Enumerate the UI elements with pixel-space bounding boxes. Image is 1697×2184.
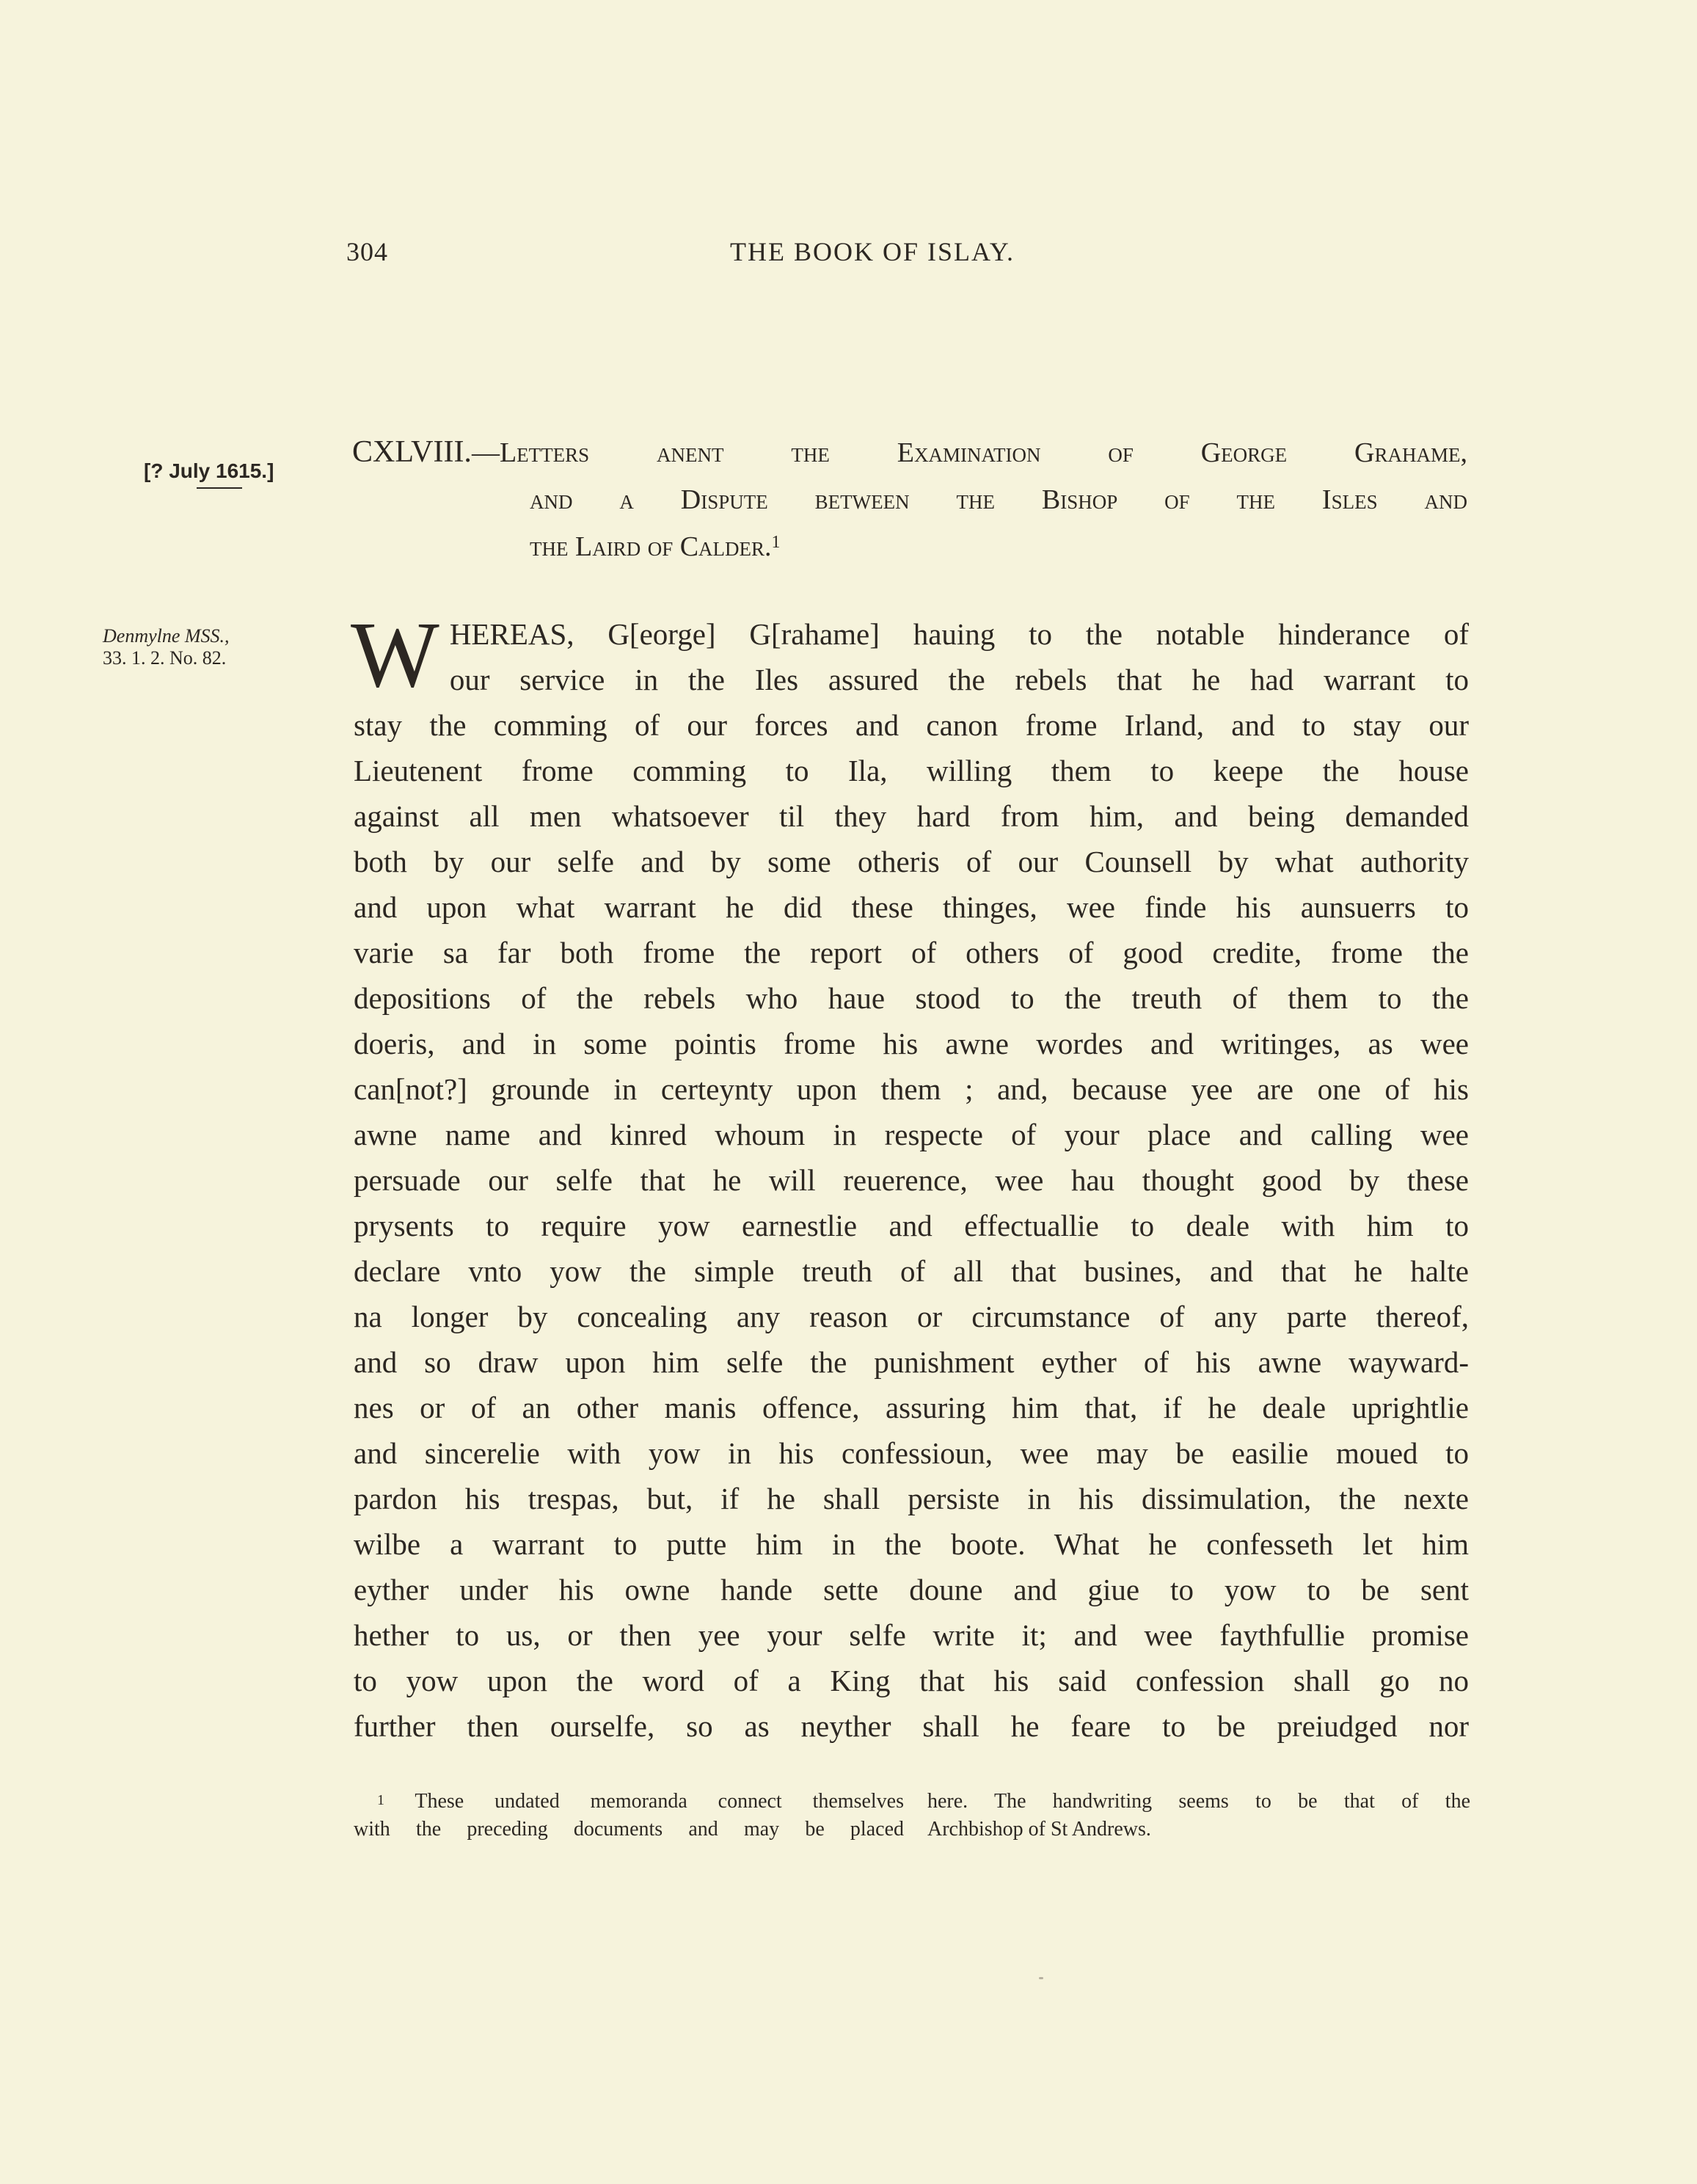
body-line-2: our service in the Iles assured the rebels that he had warrant to [449,663,1469,696]
body-line: na longer by concealing any reason or circumstance of any parte thereof, [354,1300,1469,1333]
body-line: nes or of an other manis offence, assuring him that, if he deale uprightlie [354,1391,1469,1424]
body-line: both by our selfe and by some otheris of our Counsell by what authority [354,845,1469,878]
margin-source-ms: Denmylne MSS., [103,625,230,647]
footnote-line [354,1788,904,1816]
letter-body [351,603,1469,1749]
heading-title-part-1: —Letters anent the Examination of George Grahame, [471,437,1467,468]
body-line: varie sa far both frome the report of others of good credite, frome the [354,936,1469,969]
heading-line-3 [352,523,1467,570]
body-line: and upon what warrant he did these thinges, wee finde his aunsuerrs to [354,890,1469,924]
footnote-marker: 1 [377,1792,384,1808]
footnote-line: here. The handwriting seems to be that of the [927,1790,1470,1813]
footnote-right-column [927,1788,1470,1843]
body-line: doeris, and in some pointis frome his awne wordes and writinges, as wee [354,1027,1469,1060]
margin-source-note [103,625,315,669]
body-line: hether to us, or then yee your selfe write it; and wee faythfullie promise [354,1618,1469,1652]
document-heading [352,429,1467,570]
heading-title-part-3: the Laird of Calder. [530,531,772,562]
body-line: Lieutenent frome comming to Ila, willing them to keepe the house [354,754,1469,787]
body-line: awne name and kinred whoum in respecte of your place and calling wee [354,1118,1469,1151]
body-line: against all men whatsoever til they hard from him, and being demanded [354,799,1469,833]
margin-date-note [144,459,313,489]
body-line: wilbe a warrant to putte him in the boote. What he confesseth let him [354,1527,1469,1561]
body-line: eyther under his owne hande sette doune and giue to yow to be sent [354,1573,1469,1606]
page-header [345,236,1467,273]
body-line-1: HEREAS, G[eorge] G[rahame] hauing to the notable hinderance of [449,617,1469,651]
margin-date: [? July 1615.] [144,459,274,482]
footnote-left-column [354,1788,904,1843]
page-number: 304 [346,237,388,266]
heading-line-2: and a Dispute between the Bishop of the Isles and [530,484,1467,515]
body-line: and sincerelie with yow in his confessioun, wee may be easilie moued to [354,1436,1469,1470]
body-line: and so draw upon him selfe the punishment eyther of his awne wayward- [354,1345,1469,1379]
footnote-line: with the preceding documents and may be placed [354,1818,904,1841]
body-line: to yow upon the word of a King that his said confession shall go no [354,1664,1469,1697]
margin-source-ref: 33. 1. 2. No. 82. [103,647,227,669]
body-line: can[not?] grounde in certeynty upon them ; and, because yee are one of his [354,1072,1469,1106]
margin-date-rule [197,487,242,489]
body-line: pardon his trespas, but, if he shall persiste in his dissimulation, the nexte [354,1482,1469,1515]
heading-footnote-marker: 1 [771,533,781,552]
running-title: THE BOOK OF ISLAY. [730,237,1015,266]
footnote-text: These undated memoranda connect themselves [415,1790,904,1813]
drop-capital: W [351,603,439,707]
body-line: declare vnto yow the simple treuth of all that busines, and that he halte [354,1254,1469,1288]
body-line: depositions of the rebels who haue stood to the treuth of them to the [354,981,1469,1015]
body-line: persuade our selfe that he will reuerence, wee hau thought good by these [354,1163,1469,1197]
heading-line-1 [352,429,1467,476]
body-line: prysents to require yow earnestlie and effectuallie to deale with him to [354,1209,1469,1242]
body-line: stay the comming of our forces and canon frome Irland, and to stay our [354,708,1469,742]
body-line: further then ourselfe, so as neyther shall he feare to be preiudged nor [354,1709,1469,1743]
paper-speck [1039,1977,1043,1979]
opening-lines [351,603,1469,707]
document-number: CXLVIII. [352,435,472,469]
footnote-line: Archbishop of St Andrews. [927,1818,1151,1841]
